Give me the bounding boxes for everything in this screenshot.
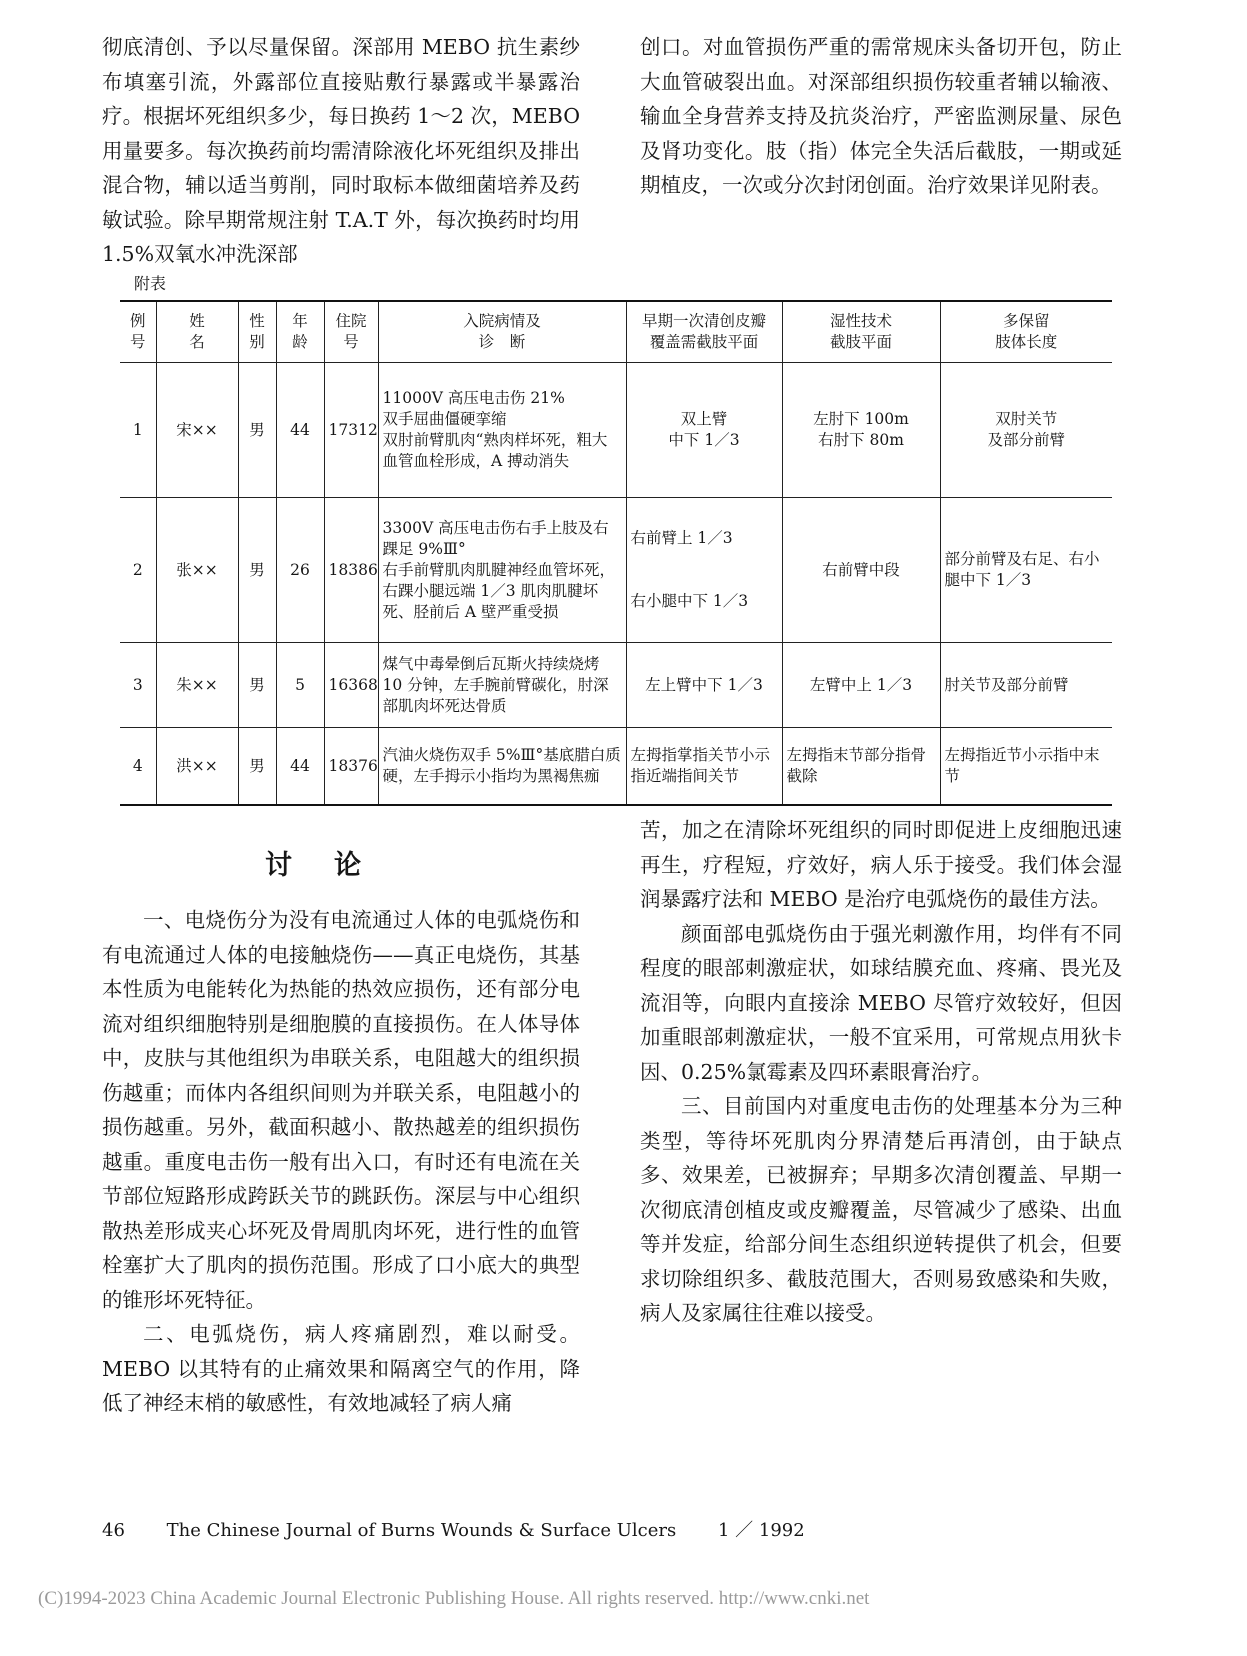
copyright-notice: (C)1994-2023 China Academic Journal Electronic Publishing House. All rights reserved. http://www.cnki.net — [38, 1588, 870, 1609]
body-paragraph: 彻底清创、予以尽量保留。深部用 MEBO 抗生素纱布填塞引流，外露部位直接贴敷行暴露或半暴露治疗。根据坏死组织多少，每日换药 1～2 次，MEBO 用量要多。每次换药前均需清除液化坏死组织及排出混合物，辅以适当剪削，同时取标本做细菌培养及药敏试验。除早期常规注射 T.A.T 外，每次换药时均用 1.5%双氧水冲洗深部 — [102, 35, 580, 266]
header-sex: 性 别 — [238, 301, 276, 363]
cell-diagnosis: 煤气中毒晕倒后瓦斯火持续烧烤 10 分钟，左手腕前臂碳化，肘深部肌肉坏死达骨质 — [378, 643, 626, 728]
header-preserved-length: 多保留 肢体长度 — [940, 301, 1112, 363]
header-name: 姓 名 — [156, 301, 238, 363]
cell-early-amputation-level: 左拇指掌指关节小示指近端指间关节 — [626, 728, 782, 806]
table-caption: 附表 — [134, 274, 167, 293]
table-row — [120, 728, 1112, 806]
cell-moist-amputation-level: 右前臂中段 — [782, 498, 940, 643]
cell-diagnosis: 11000V 高压电击伤 21% 双手屈曲僵硬挛缩 双肘前臂肌肉“熟肉样坏死，粗大血管血栓形成，A 搏动消失 — [378, 363, 626, 498]
header-early-amputation-level: 早期一次清创皮瓣 覆盖需截肢平面 — [626, 301, 782, 363]
cell-moist-amputation-level: 左拇指末节部分指骨截除 — [782, 728, 940, 806]
table-row — [120, 498, 1112, 643]
cell-case-no: 1 — [120, 363, 156, 498]
cell-diagnosis: 3300V 高压电击伤右手上肢及右踝足 9%Ⅲ° 右手前臂肌肉肌腱神经血管坏死，右踝小腿远端 1／3 肌肉肌腱坏死、胫前后 A 壁严重受损 — [378, 498, 626, 643]
cell-age: 44 — [276, 363, 324, 498]
cell-admission-no: 16368 — [324, 643, 378, 728]
cell-case-no: 2 — [120, 498, 156, 643]
body-paragraph: 苦，加之在清除坏死组织的同时即促进上皮细胞迅速再生，疗程短，疗效好，病人乐于接受。我们体会湿润暴露疗法和 MEBO 是治疗电弧烧伤的最佳方法。 — [640, 818, 1122, 911]
cell-preserved-length: 部分前臂及右足、右小腿中下 1／3 — [940, 498, 1112, 643]
body-paragraph: 二、电弧烧伤，病人疼痛剧烈，难以耐受。MEBO 以其特有的止痛效果和隔离空气的作用，降低了神经末梢的敏感性，有效地减轻了病人痛 — [102, 1322, 580, 1415]
table-row — [120, 643, 1112, 728]
page-footer — [102, 1516, 841, 1542]
cell-admission-no: 18376 — [324, 728, 378, 806]
header-moist-amputation-level: 湿性技术 截肢平面 — [782, 301, 940, 363]
bottom-left-column — [102, 903, 580, 1421]
journal-name: The Chinese Journal of Burns Wounds & Surface Ulcers — [166, 1520, 677, 1541]
cell-preserved-length: 肘关节及部分前臂 — [940, 643, 1112, 728]
cell-name: 朱×× — [156, 643, 238, 728]
cell-admission-no: 17312 — [324, 363, 378, 498]
cell-case-no: 3 — [120, 643, 156, 728]
issue-label: 1 ／ 1992 — [717, 1520, 805, 1541]
table-header-row — [120, 301, 1112, 363]
cell-sex: 男 — [238, 363, 276, 498]
cell-moist-amputation-level: 左肘下 100m 右肘下 80m — [782, 363, 940, 498]
header-admission-no: 住院 号 — [324, 301, 378, 363]
cell-moist-amputation-level: 左臂中上 1／3 — [782, 643, 940, 728]
cell-age: 5 — [276, 643, 324, 728]
cell-sex: 男 — [238, 643, 276, 728]
cell-early-amputation-level: 双上臂 中下 1／3 — [626, 363, 782, 498]
body-paragraph: 颜面部电弧烧伤由于强光刺激作用，均伴有不同程度的眼部刺激症状，如球结膜充血、疼痛、畏光及流泪等，向眼内直接涂 MEBO 尽管疗效较好，但因加重眼部刺激症状，一般不宜采用，可常规点用狄卡因、0.25%氯霉素及四环素眼膏治疗。 — [640, 921, 1122, 1084]
body-paragraph: 一、电烧伤分为没有电流通过人体的电弧烧伤和有电流通过人体的电接触烧伤——真正电烧伤，其基本性质为电能转化为热能的热效应损伤，还有部分电流对组织细胞特别是细胞膜的直接损伤。在人体导体中，皮肤与其他组织为串联关系，电阻越大的组织损伤越重；而体内各组织间则为并联关系，电阻越小的损伤越重。另外，截面积越小、散热越差的组织损伤越重。重度电击伤一般有出入口，有时还有电流在关节部位短路形成跨跃关节的跳跃伤。深层与中心组织散热差形成夹心坏死及骨周肌肉坏死，进行性的血管栓塞扩大了肌肉的损伤范围。形成了口小底大的典型的锥形坏死特征。 — [102, 908, 580, 1312]
cell-admission-no: 18386 — [324, 498, 378, 643]
table-row — [120, 363, 1112, 498]
cell-name: 宋×× — [156, 363, 238, 498]
cell-name: 张×× — [156, 498, 238, 643]
attached-table — [120, 300, 1112, 806]
cell-diagnosis: 汽油火烧伤双手 5%Ⅲ°基底腊白质硬，左手拇示小指均为黑褐焦痂 — [378, 728, 626, 806]
header-case-no: 例 号 — [120, 301, 156, 363]
cell-case-no: 4 — [120, 728, 156, 806]
cell-early-amputation-level: 左上臂中下 1／3 — [626, 643, 782, 728]
bottom-right-column — [640, 813, 1122, 1331]
cell-age: 26 — [276, 498, 324, 643]
cell-name: 洪×× — [156, 728, 238, 806]
cell-preserved-length: 双肘关节 及部分前臂 — [940, 363, 1112, 498]
top-right-column — [640, 30, 1122, 203]
header-diagnosis: 入院病情及 诊 断 — [378, 301, 626, 363]
cell-early-amputation-level: 右前臂上 1／3 右小腿中下 1／3 — [626, 498, 782, 643]
body-paragraph: 创口。对血管损伤严重的需常规床头备切开包，防止大血管破裂出血。对深部组织损伤较重者辅以输液、输血全身营养支持及抗炎治疗，严密监测尿量、尿色及肾功变化。肢（指）体完全失活后截肢，一期或延期植皮，一次或分次封闭创面。治疗效果详见附表。 — [640, 35, 1122, 197]
cell-sex: 男 — [238, 728, 276, 806]
top-left-column — [102, 30, 580, 272]
page-number: 46 — [102, 1520, 125, 1541]
header-age: 年 龄 — [276, 301, 324, 363]
body-paragraph: 三、目前国内对重度电击伤的处理基本分为三种类型，等待坏死肌肉分界清楚后再清创，由于缺点多、效果差，已被摒弃；早期多次清创覆盖、早期一次彻底清创植皮或皮瓣覆盖，尽管减少了感染、出血等并发症，给部分间生态组织逆转提供了机会，但要求切除组织多、截肢范围大，否则易致感染和失败，病人及家属往往难以接受。 — [640, 1094, 1122, 1325]
section-heading: 讨论 — [265, 850, 403, 881]
cell-sex: 男 — [238, 498, 276, 643]
cell-preserved-length: 左拇指近节小示指中末节 — [940, 728, 1112, 806]
cell-age: 44 — [276, 728, 324, 806]
